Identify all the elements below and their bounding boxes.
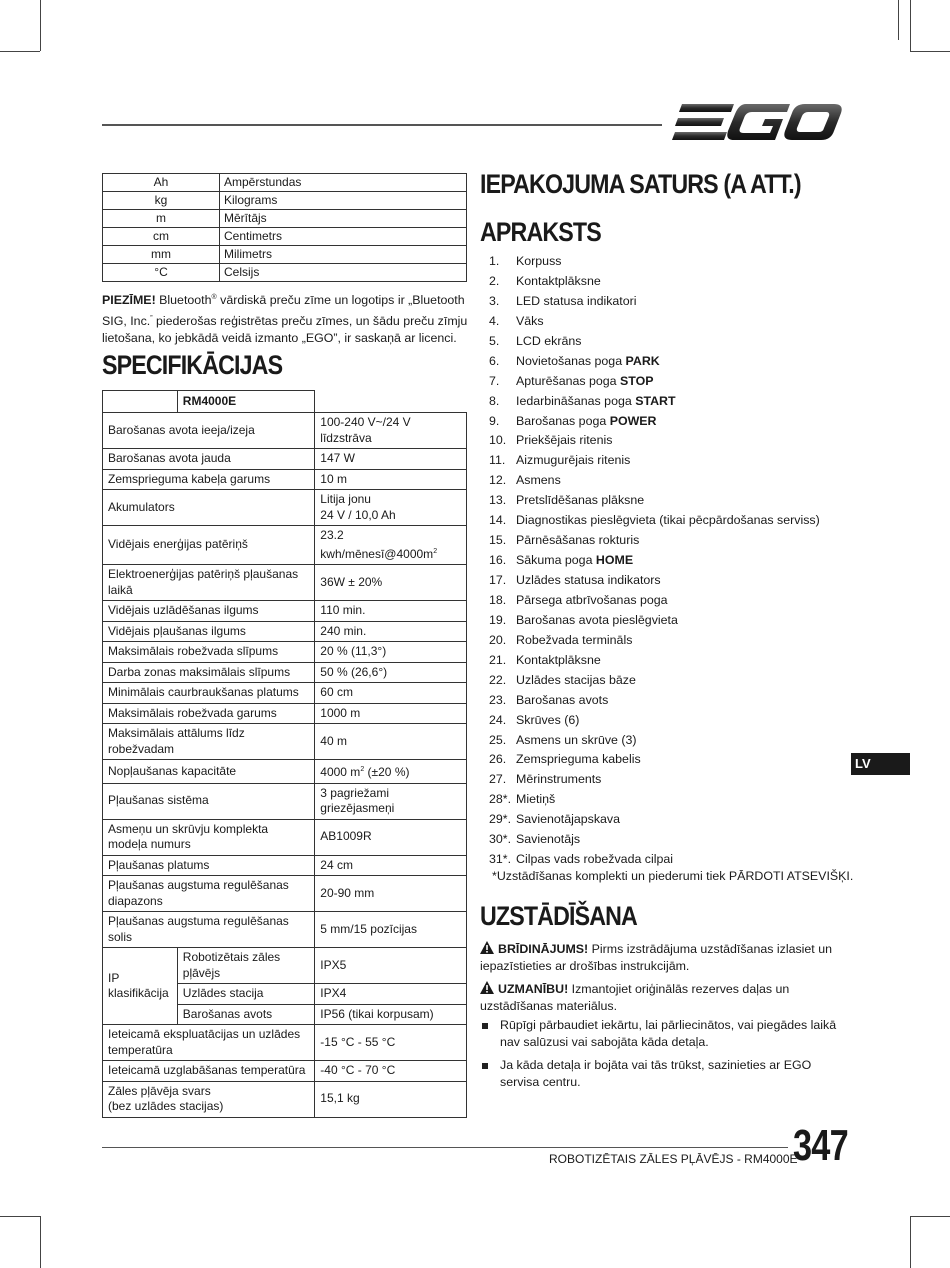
spec-value	[315, 760, 467, 784]
item-text: Savienotājs	[516, 832, 581, 847]
spec-value	[315, 526, 467, 565]
description-item	[489, 392, 869, 412]
item-number: 1.	[489, 254, 500, 268]
description-item	[489, 691, 869, 711]
spec-label-text: Zemsprieguma kabeļa garums	[108, 471, 271, 486]
item-text: Kontaktplāksne	[516, 652, 601, 667]
spec-row	[103, 1081, 467, 1117]
spec-row	[103, 642, 467, 663]
spec-header-blank	[103, 391, 178, 413]
item-number: 21.	[489, 652, 507, 667]
item-number: 13.	[489, 493, 507, 508]
page-number: 347	[793, 1121, 848, 1170]
spec-value-text: Litija jonu	[320, 492, 371, 506]
spec-row	[103, 1025, 467, 1061]
footer-title: ROBOTIZĒTAIS ZĀLES PĻĀVĒJS - RM4000E	[549, 1152, 798, 1166]
unit-symbol: cm	[103, 228, 220, 246]
item-text: Vāks	[516, 313, 544, 328]
spec-row	[103, 621, 467, 642]
spec-value	[315, 565, 467, 601]
spec-label	[103, 724, 315, 760]
ip-sub-label: Uzlādes stacija	[177, 984, 315, 1005]
spec-value-text: 23.2 kwh/mēnesī@4000m	[320, 528, 434, 561]
units-row	[103, 228, 467, 246]
ip-value: IP56 (tikai korpusam)	[315, 1004, 467, 1025]
spec-value-text: 24 V / 10,0 Ah	[320, 507, 396, 522]
spec-value	[315, 601, 467, 622]
description-item	[489, 292, 869, 312]
unit-symbol: kg	[103, 192, 220, 210]
item-number: 22.	[489, 672, 507, 687]
bullet-item	[480, 1057, 850, 1091]
item-text: Uzlādes stacijas bāze	[516, 672, 636, 687]
item-text: Aizmugurējais ritenis	[516, 453, 631, 468]
item-text: Savienotājapskava	[516, 812, 621, 827]
bullet-square-icon	[482, 1023, 488, 1029]
item-number: 29*.	[489, 812, 512, 827]
item-number: 23.	[489, 692, 507, 707]
item-number: 4.	[489, 313, 500, 328]
unit-symbol: mm	[103, 246, 220, 264]
item-text: Diagnostikas pieslēgvieta (tikai pēcpārdošanas serviss)	[516, 513, 820, 528]
ip-row	[103, 948, 467, 984]
item-text: Novietošanas poga	[516, 353, 626, 368]
item-text: Mērinstruments	[516, 772, 602, 787]
spec-label-text: Vidējais uzlādēšanas ilgums	[108, 603, 259, 617]
description-item	[489, 451, 869, 471]
spec-value-text: 1000 m	[320, 705, 361, 720]
spec-value	[315, 469, 467, 490]
item-text: Kontaktplāksne	[516, 273, 601, 288]
crop-mark	[0, 1216, 40, 1217]
spec-row	[103, 601, 467, 622]
spec-label	[103, 1081, 315, 1117]
specifications-heading: SPECIFIKĀCIJAS	[102, 350, 283, 380]
item-number: 15.	[489, 533, 507, 548]
item-button-name: START	[635, 393, 676, 408]
item-text: Robežvada termināls	[516, 632, 633, 647]
item-number: 18.	[489, 592, 507, 607]
spec-row	[103, 783, 467, 819]
description-item	[489, 551, 869, 571]
description-item	[489, 731, 869, 751]
item-text: Asmens	[516, 473, 561, 488]
spec-label	[103, 912, 315, 948]
spec-label-text: Akumulators	[108, 499, 175, 514]
spec-label-text: (bez uzlādes stacijas)	[108, 1099, 224, 1113]
spec-value	[315, 912, 467, 948]
item-text: LED statusa indikatori	[516, 293, 637, 308]
description-item	[489, 252, 869, 272]
spec-label-text: Zāles pļāvēja svars	[108, 1083, 211, 1098]
spec-value-text: 10 m	[320, 471, 347, 486]
item-button-name: PARK	[625, 353, 660, 368]
description-item	[489, 272, 869, 292]
bullet-text: Ja kāda detaļa ir bojāta vai tās trūkst, sazinieties ar EGO servisa centru.	[500, 1058, 812, 1089]
caution-icon	[480, 981, 494, 994]
warning-icon	[480, 941, 494, 954]
item-number: 30*.	[489, 832, 512, 847]
item-number: 9.	[489, 413, 500, 428]
item-text: Pārnēsāšanas rokturis	[516, 533, 640, 548]
spec-label	[103, 565, 315, 601]
spec-value	[315, 490, 467, 526]
item-text: Cilpas vads robežvada cilpai	[516, 852, 674, 867]
item-number: 14.	[489, 513, 507, 528]
description-item	[489, 611, 869, 631]
unit-meaning: Mērītājs	[220, 210, 467, 228]
crop-mark	[898, 0, 899, 40]
license-note	[102, 289, 470, 348]
units-row	[103, 174, 467, 192]
units-row	[103, 264, 467, 282]
spec-value	[315, 1025, 467, 1061]
spec-row	[103, 413, 467, 449]
description-item	[489, 631, 869, 651]
spec-label-text: Barošanas avota jauda	[108, 451, 231, 465]
item-text: Barošanas poga	[516, 413, 610, 428]
spec-value	[315, 642, 467, 663]
caution-label: UZMANĪBU!	[498, 982, 569, 996]
spec-value	[315, 683, 467, 704]
installation-heading: UZSTĀDĪŠANA	[480, 901, 637, 931]
spec-value-text: -40 °C - 70 °C	[320, 1063, 396, 1077]
spec-label	[103, 642, 315, 663]
item-text: Pārsega atbrīvošanas poga	[516, 592, 668, 607]
spec-label	[103, 760, 315, 784]
spec-row	[103, 703, 467, 724]
spec-value-text: 3 pagriežami griezējasmeņi	[320, 785, 395, 815]
crop-mark	[910, 1216, 950, 1217]
item-text: Barošanas avota pieslēgvieta	[516, 612, 678, 627]
description-item	[489, 810, 869, 830]
spec-label-text: Vidējais pļaušanas ilgums	[108, 623, 246, 638]
item-text: Mietiņš	[516, 792, 556, 807]
spec-label-text: Nopļaušanas kapacitāte	[108, 763, 237, 778]
spec-label-text: Maksimālais robežvada garums	[108, 705, 277, 720]
spec-label	[103, 526, 315, 565]
spec-label-text: Vidējais enerģijas patēriņš	[108, 537, 248, 552]
description-item	[489, 471, 869, 491]
description-item	[489, 591, 869, 611]
item-button-name: POWER	[609, 413, 657, 428]
description-item	[489, 750, 869, 770]
spec-label	[103, 662, 315, 683]
unit-meaning: Celsijs	[220, 264, 467, 282]
spec-row	[103, 490, 467, 526]
spec-value	[315, 621, 467, 642]
spec-value-text: 24 cm	[320, 857, 353, 872]
spec-value-text: AB1009R	[320, 829, 372, 844]
installation-bullets	[480, 1017, 850, 1097]
crop-mark	[40, 0, 41, 51]
description-item	[489, 372, 869, 392]
units-row	[103, 192, 467, 210]
model-number	[177, 391, 315, 413]
unit-meaning: Ampērstundas	[220, 174, 467, 192]
item-number: 26.	[489, 752, 507, 767]
ip-sub-label: Barošanas avots	[177, 1004, 315, 1025]
spec-label-text: Pļaušanas augstuma regulēšanas solis	[108, 914, 289, 944]
description-item	[489, 332, 869, 352]
item-number: 16.	[489, 553, 507, 568]
item-number: 3.	[489, 293, 500, 308]
spec-value-text: 110 min.	[320, 603, 366, 617]
spec-label	[103, 1025, 315, 1061]
item-number: 8.	[489, 393, 500, 408]
spec-value-text: 20 % (11,3°)	[320, 644, 387, 658]
description-item	[489, 830, 869, 850]
item-text: Asmens un skrūve (3)	[516, 732, 637, 747]
spec-label	[103, 855, 315, 876]
spec-header-row	[103, 391, 467, 413]
crop-mark	[910, 51, 950, 52]
bullet-text: Rūpīgi pārbaudiet iekārtu, lai pārliecinātos, vai piegādes laikā nav salūzusi vai sabojāta kāda detaļa.	[500, 1018, 837, 1049]
item-number: 6.	[489, 353, 500, 368]
spec-value	[315, 413, 467, 449]
units-row	[103, 210, 467, 228]
description-item	[489, 511, 869, 531]
crop-mark	[0, 51, 40, 52]
spec-row	[103, 565, 467, 601]
item-text: Zemsprieguma kabelis	[516, 752, 641, 767]
spec-value	[315, 876, 467, 912]
item-number: 7.	[489, 373, 500, 388]
spec-label	[103, 490, 315, 526]
item-text: Skrūves (6)	[516, 712, 580, 727]
spec-value-text: 40 m	[320, 733, 347, 748]
spec-value	[315, 703, 467, 724]
spec-label	[103, 683, 315, 704]
superscript: 2	[360, 766, 365, 773]
spec-value-text: 147 W	[320, 451, 355, 465]
spec-value	[315, 1061, 467, 1082]
superscript: 2	[433, 547, 438, 555]
spec-value-text: (±20 %)	[364, 765, 410, 779]
registered-mark: ®	[211, 294, 217, 301]
item-text: Barošanas avots	[516, 692, 609, 707]
item-number: 2.	[489, 273, 500, 288]
spec-row	[103, 760, 467, 784]
spec-label	[103, 783, 315, 819]
specifications-table	[102, 390, 467, 1118]
spec-value	[315, 1081, 467, 1117]
spec-row	[103, 662, 467, 683]
spec-value-text: 240 min.	[320, 623, 367, 638]
spec-label-text: Ieteicamā ekspluatācijas un uzlādes temperatūra	[108, 1027, 301, 1057]
note-text: vārdiskā preču zīme un logotips ir „Bluetooth SIG, Inc.	[102, 293, 465, 328]
spec-label-text: Barošanas avota ieeja/izeja	[108, 422, 255, 437]
ip-sub-label: Robotizētais zāles pļāvējs	[177, 948, 315, 984]
spec-label-text: Pļaušanas sistēma	[108, 793, 209, 808]
spec-label	[103, 819, 315, 855]
spec-row	[103, 819, 467, 855]
description-item	[489, 312, 869, 332]
spec-value	[315, 855, 467, 876]
unit-symbol: Ah	[103, 174, 220, 192]
spec-label-text: Maksimālais robežvada slīpums	[108, 644, 279, 658]
crop-mark	[910, 0, 911, 51]
spec-value	[315, 449, 467, 470]
description-heading: APRAKSTS	[480, 217, 601, 247]
spec-label	[103, 703, 315, 724]
caution-paragraph	[480, 981, 850, 1015]
item-text: Uzlādes statusa indikators	[516, 573, 661, 587]
unit-meaning: Kilograms	[220, 192, 467, 210]
spec-label	[103, 621, 315, 642]
spec-label	[103, 601, 315, 622]
description-item	[489, 571, 869, 591]
spec-label	[103, 449, 315, 470]
bullet-square-icon	[482, 1063, 488, 1069]
crop-mark	[40, 1216, 41, 1268]
header-rule	[102, 124, 662, 126]
unit-meaning: Centimetrs	[220, 228, 467, 246]
description-item	[489, 850, 869, 870]
item-text: Pretslīdēšanas plāksne	[516, 493, 645, 508]
item-text: Iedarbināšanas poga	[516, 393, 636, 408]
item-number: 31*.	[489, 852, 512, 867]
spec-label-text: Asmeņu un skrūvju komplekta modeļa numurs	[108, 821, 269, 851]
spec-row	[103, 449, 467, 470]
caution-text: Izmantojiet oriģinālās rezerves daļas un uzstādīšanas materiālus.	[480, 982, 790, 1013]
item-number: 11.	[489, 453, 506, 468]
warning-label: BRĪDINĀJUMS!	[498, 942, 589, 956]
spec-value	[315, 783, 467, 819]
warning-text: Pirms izstrādājuma uzstādīšanas izlasiet un iepazīstieties ar drošības instrukcijām.	[480, 942, 832, 973]
footer-rule	[102, 1147, 788, 1148]
spec-label-text: Darba zonas maksimālais slīpums	[108, 664, 291, 679]
package-contents-heading: IEPAKOJUMA SATURS (A ATT.)	[480, 169, 801, 199]
item-text: Korpuss	[516, 254, 562, 268]
spec-value	[315, 662, 467, 683]
spec-label	[103, 876, 315, 912]
bullet-item	[480, 1017, 850, 1051]
item-text: Priekšējais ritenis	[516, 433, 613, 448]
spec-row	[103, 724, 467, 760]
description-item	[489, 412, 869, 432]
spec-value-text: 5 mm/15 pozīcijas	[320, 921, 417, 936]
description-item	[489, 711, 869, 731]
spec-value-text: 4000 m	[320, 765, 361, 779]
spec-label-text: Maksimālais attālums līdz robežvadam	[108, 726, 245, 756]
description-item	[489, 491, 869, 511]
item-button-name: STOP	[620, 373, 654, 388]
spec-label	[103, 1061, 315, 1082]
ip-value: IPX4	[315, 984, 467, 1005]
units-row	[103, 246, 467, 264]
item-button-name: HOME	[595, 553, 634, 568]
item-number: 10.	[489, 433, 507, 448]
units-table	[102, 173, 467, 282]
item-text: LCD ekrāns	[516, 333, 582, 348]
spec-value-text: 36W ± 20%	[320, 574, 383, 589]
description-item	[489, 352, 869, 372]
ip-classification-label: IP klasifikācija	[103, 948, 178, 1025]
spec-row	[103, 1061, 467, 1082]
spec-value	[315, 819, 467, 855]
description-item	[489, 671, 869, 691]
spec-label	[103, 413, 315, 449]
ip-value: IPX5	[315, 948, 467, 984]
spec-label-text: Minimālais caurbraukšanas platums	[108, 685, 299, 699]
item-text: Apturēšanas poga	[516, 373, 621, 388]
note-text: piederošas reģistrētas preču zīmes, un šādu preču zīmju lietošana, ko jebkādā veidā izmanto „EGO”, ir saskaņā ar licenci.	[102, 313, 468, 346]
description-item	[489, 651, 869, 671]
item-number: 27.	[489, 772, 507, 787]
spec-label-text: Pļaušanas augstuma regulēšanas diapazons	[108, 878, 289, 908]
spec-label-text: Ieteicamā uzglabāšanas temperatūra	[108, 1063, 306, 1077]
item-number: 24.	[489, 712, 507, 727]
spec-value-text: 50 % (26,6°)	[320, 664, 388, 679]
unit-symbol: °C	[103, 264, 220, 282]
spec-row	[103, 876, 467, 912]
description-item	[489, 431, 869, 451]
spec-row	[103, 526, 467, 565]
registered-mark: ”	[150, 314, 153, 322]
ego-logo	[672, 102, 844, 144]
note-label: PIEZĪME!	[102, 293, 156, 308]
spec-value-text: 60 cm	[320, 685, 353, 699]
item-number: 25.	[489, 732, 507, 747]
spec-value	[315, 724, 467, 760]
spec-label-text: Pļaušanas platums	[108, 857, 210, 872]
spec-row	[103, 912, 467, 948]
item-number: 19.	[489, 612, 507, 627]
item-number: 28*.	[489, 792, 512, 807]
note-text: Bluetooth	[155, 293, 212, 308]
spec-row	[103, 683, 467, 704]
spec-row	[103, 469, 467, 490]
crop-mark	[910, 1216, 911, 1268]
item-number: 20.	[489, 632, 507, 647]
spec-value-text: 100-240 V~/24 V līdzstrāva	[320, 415, 411, 445]
item-number: 5.	[489, 333, 500, 348]
item-number: 17.	[489, 573, 507, 587]
spec-row	[103, 855, 467, 876]
unit-symbol: m	[103, 210, 220, 228]
spec-label-text: Elektroenerģijas patēriņš pļaušanas laikā	[108, 567, 299, 597]
warning-paragraph	[480, 941, 850, 975]
unit-meaning: Milimetrs	[220, 246, 467, 264]
spec-label	[103, 469, 315, 490]
item-text: Sākuma poga	[516, 553, 596, 568]
spec-value-text: 20-90 mm	[320, 885, 375, 900]
description-footnote: *Uzstādīšanas komplekti un piederumi tiek PĀRDOTI ATSEVIŠĶI.	[492, 869, 854, 883]
spec-value-text: 15,1 kg	[320, 1091, 360, 1106]
description-item	[489, 531, 869, 551]
model-number-text: RM4000E	[182, 393, 237, 408]
spec-value-text: -15 °C - 55 °C	[320, 1034, 396, 1049]
description-item	[489, 790, 869, 810]
description-list	[489, 252, 869, 870]
description-item	[489, 770, 869, 790]
item-number: 12.	[489, 473, 507, 488]
language-tab: LV	[851, 753, 910, 775]
